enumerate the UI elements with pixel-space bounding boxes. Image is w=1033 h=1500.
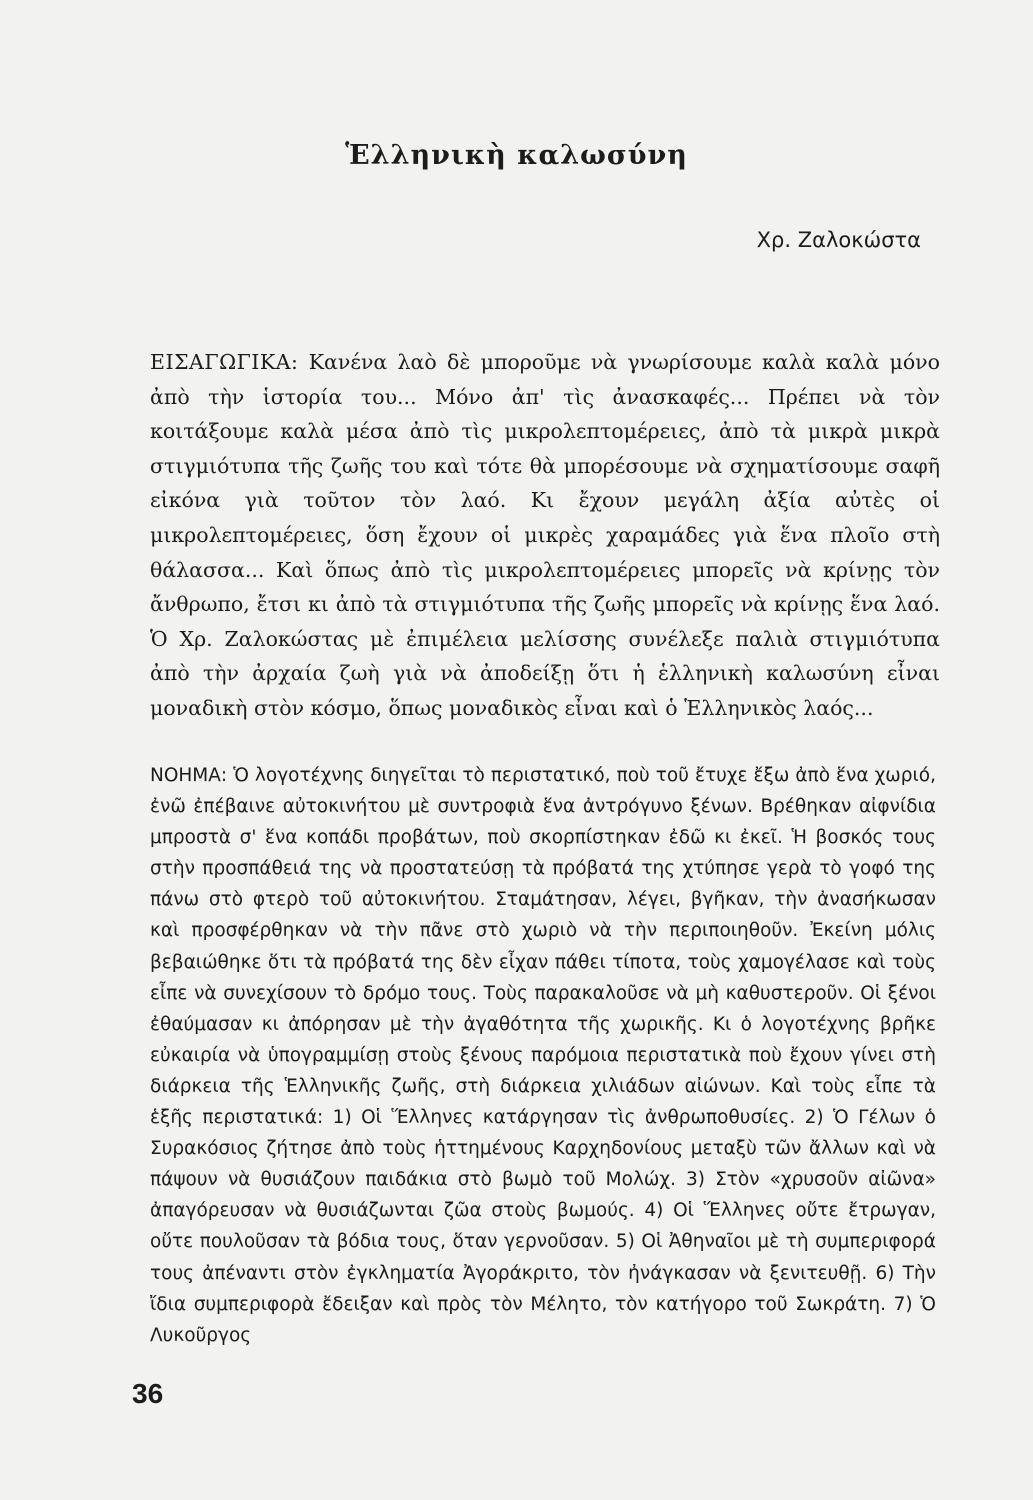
summary-label: ΝΟΗΜΑ: (150, 765, 228, 786)
intro-label: ΕΙΣΑΓΩΓΙΚΑ: (150, 350, 299, 374)
author-name: Χρ. Ζαλοκώστα (756, 228, 921, 252)
intro-text: Κανένα λαὸ δὲ μποροῦμε νὰ γνωρίσουμε καλὰ καλὰ μόνο ἀπὸ τὴν ἱστορία του... Μόνο ἀπ' τὶς ἀνασκαφές... Πρέπει νὰ τὸν κοιτάξουμε καλὰ μέσα ἀπὸ τὶς μικρολεπτομέρειες, ἀπὸ τὰ μικρὰ μικρὰ στιγμιότυπα τῆς ζωῆς του καὶ τότε θὰ μπορέσουμε νὰ σχηματίσουμε σαφῆ εἰκόνα γιὰ τοῦτον τὸν λαό. Κι ἔχουν μεγάλη ἀξία αὐτὲς οἱ μικρολεπτομέρειες, ὅση ἔχουν οἱ μικρὲς χαραμάδες γιὰ ἕνα πλοῖο στὴ θάλασσα... Καὶ ὅπως ἀπὸ τὶς μικρολεπτομέρειες μπορεῖς νὰ κρίνῃς τὸν ἄνθρωπο, ἔτσι κι ἀπὸ τὰ στιγμιότυπα τῆς ζωῆς μπορεῖς νὰ κρίνῃς ἕνα λαό. Ὁ Χρ. Ζαλοκώστας μὲ ἐπιμέλεια μελίσσης συνέλεξε παλιὰ στιγμιότυπα ἀπὸ τὴν ἀρχαία ζωὴ γιὰ νὰ ἀποδείξῃ ὅτι ἡ ἑλληνικὴ καλωσύνη εἶναι μοναδικὴ στὸν κόσμο, ὅπως μοναδικὸς εἶναι καὶ ὁ Ἑλληνικὸς λαός... (150, 350, 940, 720)
summary-text: Ὁ λογοτέχνης διηγεῖται τὸ περιστατικό, ποὺ τοῦ ἔτυχε ἔξω ἀπὸ ἕνα χωριό, ἐνῶ ἐπέβαινε αὐτοκινήτου μὲ συντροφιὰ ἕνα ἀντρόγυνο ξένων. Βρέθηκαν αἰφνίδια μπροστὰ σ' ἕνα κοπάδι προβάτων, ποὺ σκορπίστηκαν ἐδῶ κι ἐκεῖ. Ἡ βοσκός τους στὴν προσπάθειά της νὰ προστατεύσῃ τὰ πρόβατά της χτύπησε γερὰ τὸ γοφό της πάνω στὸ φτερὸ τοῦ αὐτοκινήτου. Σταμάτησαν, λέγει, βγῆκαν, τὴν ἀνασήκωσαν καὶ προσφέρθηκαν νὰ τὴν πᾶνε στὸ χωριὸ νὰ τὴν περιποιηθοῦν. Ἐκείνη μόλις βεβαιώθηκε ὅτι τὰ πρόβατά της δὲν εἶχαν πάθει τίποτα, τοὺς χαμογέλασε καὶ τοὺς εἶπε νὰ συνεχίσουν τὸ δρόμο τους. Τοὺς παρακαλοῦσε νὰ μὴ καθυστεροῦν. Οἱ ξένοι ἐθαύμασαν κι ἀπόρησαν μὲ τὴν ἀγαθότητα τῆς χωρικῆς. Κι ὁ λογοτέχνης βρῆκε εὐκαιρία νὰ ὑπογραμμίσῃ στοὺς ξένους παρόμοια περιστατικὰ ποὺ ἔχουν γίνει στὴ διάρκεια τῆς Ἑλληνικῆς ζωῆς, στὴ διάρκεια χιλιάδων αἰώνων. Καὶ τοὺς εἶπε τὰ ἑξῆς περιστατικά: 1) Οἱ Ἕλληνες κατάργησαν τὶς ἀνθρωποθυσίες. 2) Ὁ Γέλων ὁ Συρακόσιος ζήτησε ἀπὸ τοὺς ἡττημένους Καρχηδονίους μεταξὺ τῶν ἄλλων καὶ νὰ πάψουν νὰ θυσιάζουν παιδάκια στὸ βωμὸ τοῦ Μολώχ. 3) Στὸν «χρυσοῦν αἰῶνα» ἀπαγόρευσαν νὰ θυσιάζωνται ζῶα στοὺς βωμούς. 4) Οἱ Ἕλληνες οὔτε ἔτρωγαν, οὔτε πουλοῦσαν τὰ βόδια τους, ὅταν γερνοῦσαν. 5) Οἱ Ἀθηναῖοι μὲ τὴ συμπεριφορά τους ἀπέναντι στὸν ἐγκληματία Ἀγοράκριτο, τὸν ἠνάγκασαν νὰ ξενιτευθῇ. 6) Τὴν ἴδια συμπεριφορὰ ἔδειξαν καὶ πρὸς τὸν Μέλητο, τὸν κατήγορο τοῦ Σωκράτη. 7) Ὁ Λυκοῦργος (150, 765, 936, 1346)
page-title: Ἑλληνικὴ καλωσύνη (345, 140, 688, 171)
summary-paragraph (150, 760, 936, 1351)
intro-paragraph (150, 345, 940, 726)
page-number: 36 (132, 1378, 164, 1409)
